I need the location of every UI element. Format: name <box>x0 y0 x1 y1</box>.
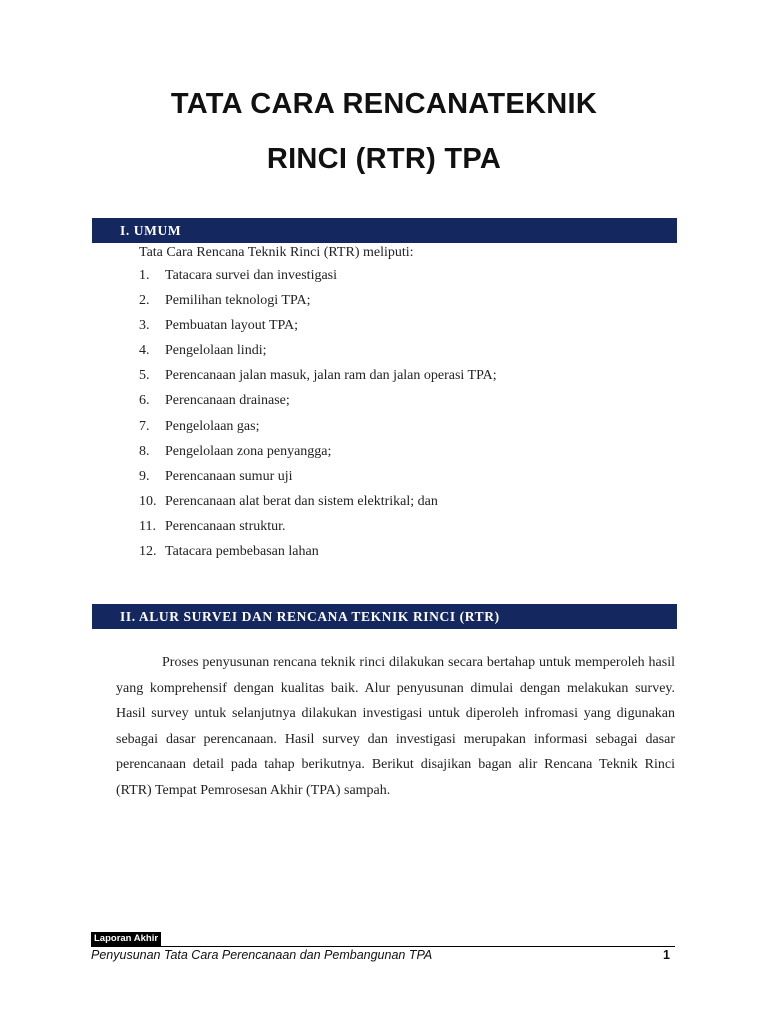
list-item-text: Perencanaan alat berat dan sistem elektrikal; dan <box>165 493 438 509</box>
list-item-number: 4. <box>139 343 150 359</box>
list-item <box>139 491 497 516</box>
list-item-number: 11. <box>139 518 156 534</box>
footer-divider <box>91 946 675 947</box>
list-item-number: 12. <box>139 544 157 560</box>
list-item <box>139 541 497 566</box>
list-item <box>139 516 497 541</box>
document-title-line-2: RINCI (RTR) TPA <box>266 143 502 175</box>
list-item <box>139 441 497 466</box>
list-item <box>139 315 497 340</box>
list-item-text: Perencanaan struktur. <box>165 518 286 534</box>
list-item-number: 5. <box>139 368 150 384</box>
list-item <box>139 340 497 365</box>
document-title-line-1: TATA CARA RENCANATEKNIK <box>170 88 598 120</box>
list-item-text: Pemilihan teknologi TPA; <box>165 293 311 309</box>
list-item-text: Perencanaan sumur uji <box>165 468 293 484</box>
list-item-text: Pengelolaan lindi; <box>165 343 267 359</box>
body-paragraph: Proses penyusunan rencana teknik rinci dilakukan secara bertahap untuk memperoleh hasil yang komprehensif dengan kualitas baik. Alur penyusunan dimulai dengan melakukan survey. Hasil survey untuk selanjutnya dilakukan investigasi untuk diperoleh infromasi yang digunakan sebagai dasar perencanaan. Hasil survey dan investigasi merupakan informasi sebagai dasar perencanaan detail pada tahap berikutnya. Berikut disajikan bagan alir Rencana Teknik Rinci (RTR) Tempat Pemrosesan Akhir (TPA) sampah. <box>116 655 675 798</box>
list-item-number: 3. <box>139 318 150 334</box>
page-number: 1 <box>663 948 670 962</box>
section-heading-umum: I. UMUM <box>92 218 677 243</box>
list-item-number: 2. <box>139 293 150 309</box>
list-item-number: 9. <box>139 468 150 484</box>
list-item <box>139 290 497 315</box>
list-item-number: 1. <box>139 268 150 283</box>
list-item-text: Perencanaan jalan masuk, jalan ram dan jalan operasi TPA; <box>165 368 497 384</box>
footer-document-title: Penyusunan Tata Cara Perencanaan dan Pembangunan TPA <box>91 948 433 962</box>
list-item <box>139 390 497 415</box>
list-item-number: 8. <box>139 443 150 459</box>
list-item-text: Pengelolaan zona penyangga; <box>165 443 332 459</box>
list-item-text: Tatacara pembebasan lahan <box>165 544 319 560</box>
scope-list <box>139 265 497 566</box>
list-item-text: Perencanaan drainase; <box>165 393 290 409</box>
section-heading-alur-survei: II. ALUR SURVEI DAN RENCANA TEKNIK RINCI (RTR) <box>92 604 677 629</box>
list-item-text: Pembuatan layout TPA; <box>165 318 298 334</box>
list-item <box>139 265 497 290</box>
list-item-text: Pengelolaan gas; <box>165 418 260 434</box>
list-item <box>139 466 497 491</box>
list-item <box>139 365 497 390</box>
list-item-text: Tatacara survei dan investigasi <box>165 268 338 283</box>
list-item-number: 6. <box>139 393 150 409</box>
list-item <box>139 416 497 441</box>
section-intro: Tata Cara Rencana Teknik Rinci (RTR) meliputi: <box>139 245 414 260</box>
list-item-number: 7. <box>139 418 150 434</box>
list-item-number: 10. <box>139 493 157 509</box>
footer-report-label: Laporan Akhir <box>91 932 161 946</box>
